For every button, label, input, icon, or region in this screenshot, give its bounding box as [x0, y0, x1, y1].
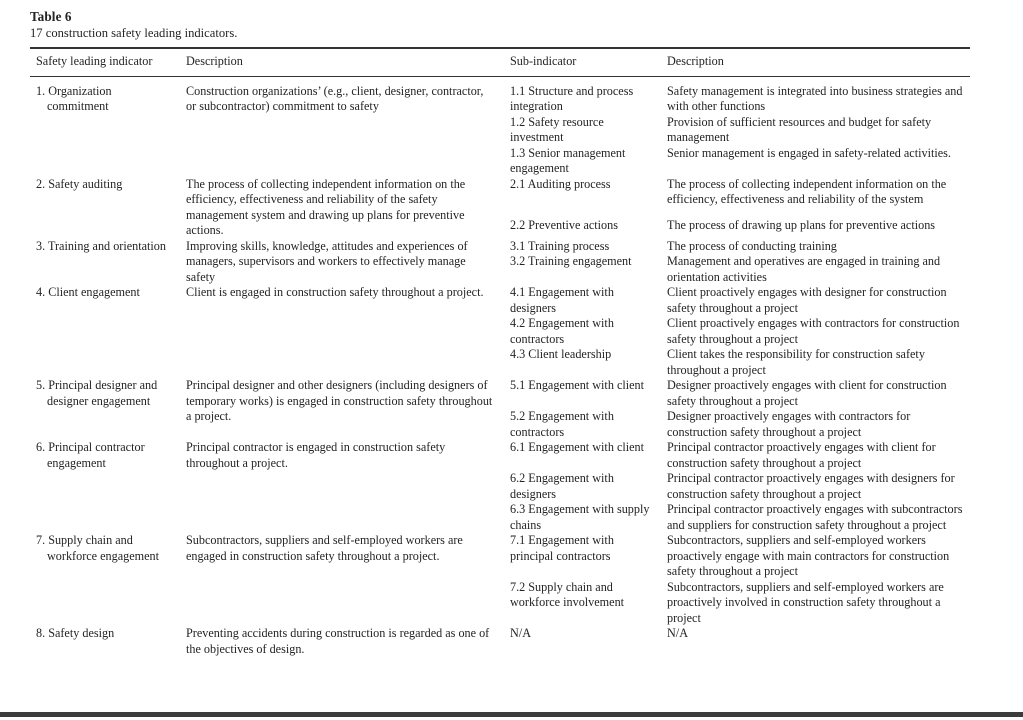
table-header [30, 48, 970, 76]
sub-indicator-description-cell: Safety management is integrated into business strategies and with other functions [667, 83, 963, 113]
column-header-description: Description [186, 48, 510, 76]
sub-indicator-name-cell: 6.2 Engagement with designers [510, 471, 614, 501]
indicator-description-cell: Preventing accidents during construction is regarded as one of the objectives of design. [186, 626, 490, 656]
sub-indicator-name-cell: 5.2 Engagement with contractors [510, 409, 614, 439]
table-label: Table 6 [30, 9, 72, 24]
leading-indicators-table [30, 47, 970, 657]
indicator-description-cell: Subcontractors, suppliers and self-employed workers are engaged in construction safety throughout a project. [186, 533, 463, 563]
sub-indicator-description-cell: Client takes the responsibility for construction safety throughout a project [667, 347, 925, 377]
sub-indicator-name-cell: 1.1 Structure and process integration [510, 83, 634, 113]
indicator-name-cell: 3. Training and orientation [36, 238, 166, 253]
sub-indicator-name-cell: 4.3 Client leadership [510, 347, 612, 361]
indicator-name-cell: 7. Supply chain and workforce engagement [36, 533, 160, 563]
sub-indicator-name-cell: 7.1 Engagement with principal contractors [510, 533, 614, 563]
indicator-description-cell: Improving skills, knowledge, attitudes and experiences of managers, supervisors and workers to effectively manage safety [186, 238, 468, 284]
sub-indicator-name-cell: 2.2 Preventive actions [510, 217, 618, 232]
sub-indicator-name-cell: 3.2 Training engagement [510, 254, 632, 268]
sub-indicator-description-cell: Designer proactively engages with contractors for construction safety throughout a project [667, 409, 911, 439]
indicator-row [30, 626, 970, 657]
indicator-name-cell: 1. Organization commitment [36, 83, 112, 113]
indicator-description-cell: Client is engaged in construction safety throughout a project. [186, 285, 484, 299]
column-header-safety-leading-indicator: Safety leading indicator [30, 48, 186, 76]
sub-indicator-description-cell: The process of conducting training [667, 238, 837, 253]
indicator-name-cell: 8. Safety design [36, 626, 115, 640]
sub-indicator-name-cell: 6.3 Engagement with supply chains [510, 502, 650, 532]
column-header-sub-indicator: Sub-indicator [510, 48, 667, 76]
indicator-name-cell: 6. Principal contractor engagement [36, 440, 145, 470]
sub-indicator-name-cell: 7.2 Supply chain and workforce involvement [510, 579, 625, 609]
indicator-row [30, 533, 970, 580]
indicator-name-cell: 4. Client engagement [36, 285, 140, 299]
indicator-row [30, 285, 970, 316]
sub-indicator-description-cell: Subcontractors, suppliers and self-employed workers are proactively involved in construction safety throughout a project [667, 579, 944, 625]
sub-indicator-description-cell: Provision of sufficient resources and budget for safety management [667, 114, 932, 144]
sub-indicator-name-cell: N/A [510, 626, 531, 640]
indicator-name-cell: 5. Principal designer and designer engagement [36, 378, 158, 408]
sub-indicator-name-cell: 1.3 Senior management engagement [510, 145, 626, 175]
column-header-sub-description: Description [667, 48, 970, 76]
sub-indicator-description-cell: Management and operatives are engaged in training and orientation activities [667, 254, 941, 284]
sub-indicator-description-cell: Principal contractor proactively engages with client for construction safety throughout a project [667, 440, 936, 470]
sub-indicator-description-cell: The process of drawing up plans for preventive actions [667, 217, 936, 232]
sub-indicator-description-cell: Senior management is engaged in safety-related activities. [667, 145, 951, 160]
indicator-description-cell: Construction organizations’ (e.g., client, designer, contractor, or subcontractor) commitment to safety [186, 83, 484, 113]
indicator-row [30, 378, 970, 409]
indicator-row [30, 440, 970, 471]
screenshot-bottom-edge [0, 712, 1023, 717]
indicator-row [30, 239, 970, 255]
sub-indicator-name-cell: 4.1 Engagement with designers [510, 285, 614, 315]
indicator-row [30, 76, 970, 115]
indicator-description-cell: Principal designer and other designers (including designers of temporary works) is engaged in construction safety throughout a project. [186, 378, 493, 423]
table-caption: 17 construction safety leading indicators. [30, 26, 238, 40]
sub-indicator-description-cell: Subcontractors, suppliers and self-employed workers proactively engage with main contractors for construction safety throughout a project [667, 533, 950, 578]
sub-indicator-name-cell: 2.1 Auditing process [510, 176, 611, 191]
sub-indicator-description-cell: Principal contractor proactively engages with designers for construction safety throughout a project [667, 471, 955, 501]
sub-indicator-name-cell: 4.2 Engagement with contractors [510, 316, 614, 346]
sub-indicator-description-cell: N/A [667, 626, 688, 640]
indicator-name-cell: 2. Safety auditing [36, 176, 123, 191]
sub-indicator-name-cell: 6.1 Engagement with client [510, 440, 645, 454]
sub-indicator-name-cell: 3.1 Training process [510, 238, 610, 253]
header-row [30, 48, 970, 76]
sub-indicator-description-cell: Principal contractor proactively engages with subcontractors and suppliers for construction safety throughout a project [667, 502, 963, 532]
sub-indicator-name-cell: 5.1 Engagement with client [510, 378, 645, 392]
indicator-description-cell: The process of collecting independent information on the efficiency, effectiveness and reliability of the safety management system and drawing up plans for preventive actions. [186, 176, 466, 237]
indicator-row [30, 177, 970, 218]
sub-indicator-description-cell: Designer proactively engages with client for construction safety throughout a project [667, 378, 947, 408]
sub-indicator-name-cell: 1.2 Safety resource investment [510, 114, 604, 144]
sub-indicator-description-cell: Client proactively engages with designer for construction safety throughout a project [667, 285, 947, 315]
sub-indicator-description-cell: The process of collecting independent information on the efficiency, effectiveness and reliability of the system [667, 176, 947, 206]
sub-indicator-description-cell: Client proactively engages with contractors for construction safety throughout a project [667, 316, 960, 346]
indicator-description-cell: Principal contractor is engaged in construction safety throughout a project. [186, 440, 446, 470]
table-body [30, 76, 970, 657]
